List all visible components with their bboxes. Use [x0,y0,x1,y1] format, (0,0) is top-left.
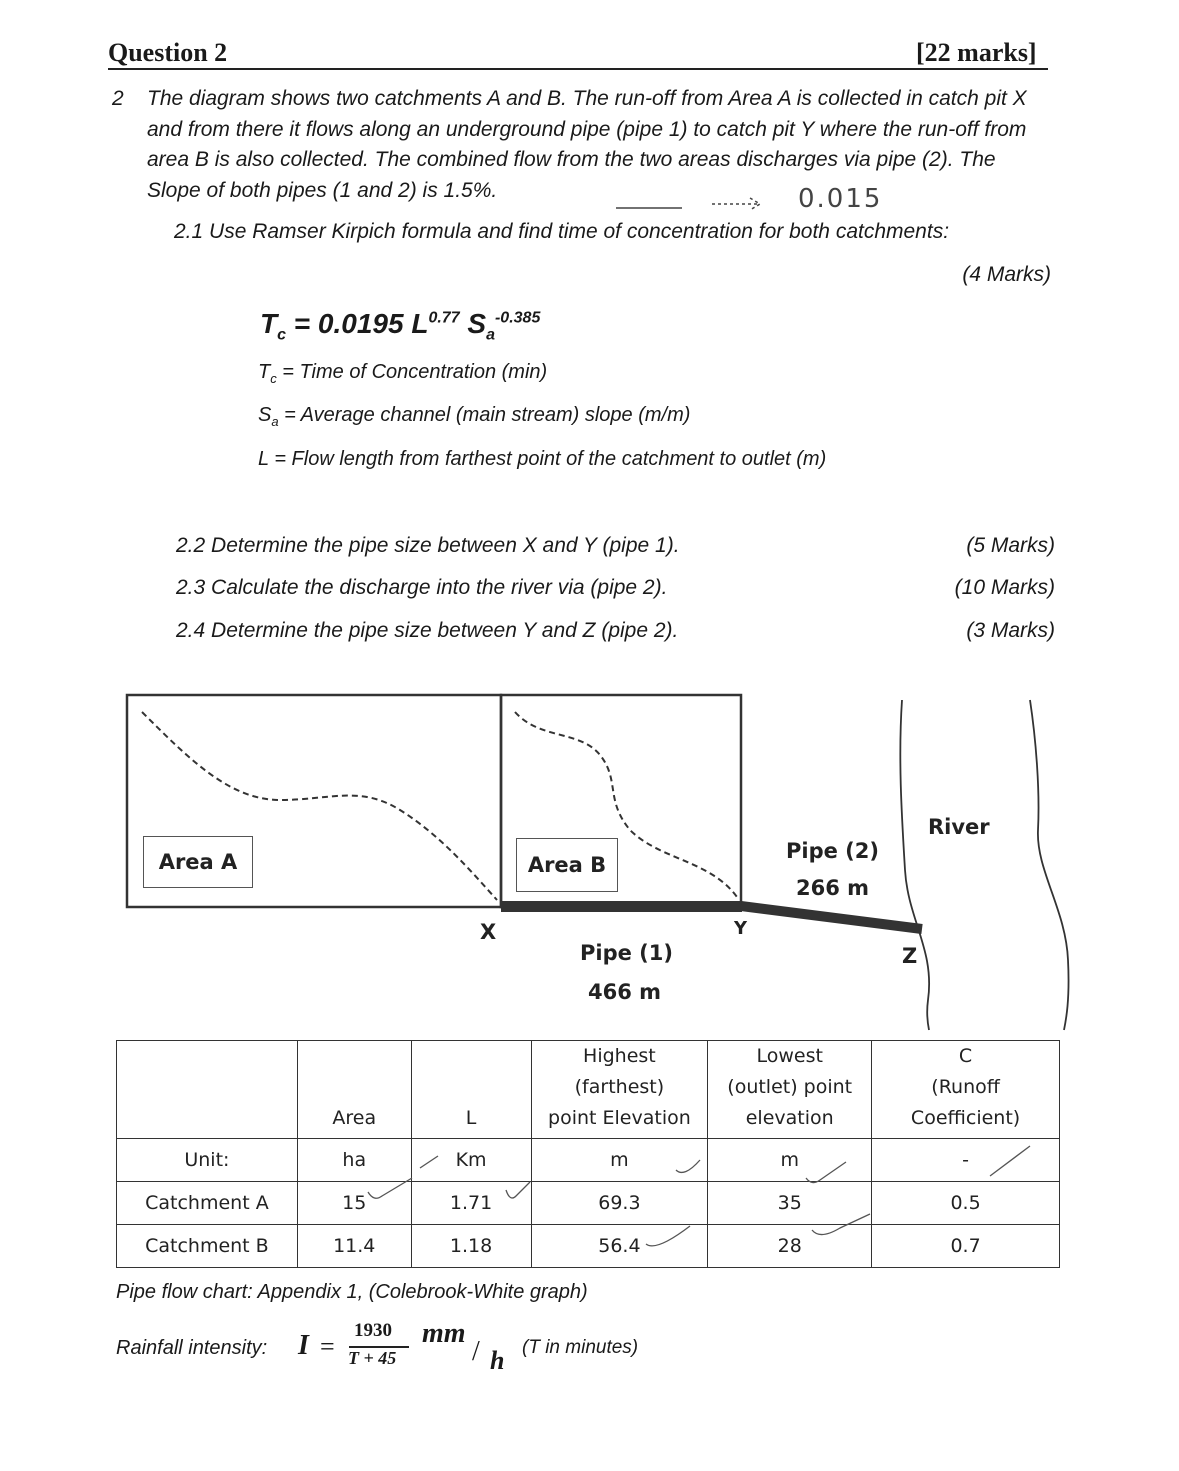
table-cell: 69.3 [531,1182,708,1225]
pipe-2 [741,906,922,929]
table-header-cell: Lowest (outlet) point elevation [708,1041,872,1139]
pipe-2-length: 266 m [796,876,870,900]
pipe-1 [501,901,742,912]
ramser-kirpich-formula: $T_c = 0.0195$ $L^{0.77}$ $S_a^{-0.385}$ [260,308,541,344]
river-right-bank [1030,700,1069,1030]
definition-tc: $T_c$ = Time of Concentration (min) [258,361,548,386]
table-cell: 28 [708,1225,872,1268]
pipe-flow-chart-note: Pipe flow chart: Appendix 1, (Colebrook-White graph) [116,1281,588,1303]
table-header-cell: Area [297,1041,411,1139]
table-header-cell: Highest (farthest) point Elevation [531,1041,708,1139]
q22-marks: (5 Marks) [966,534,1055,557]
q24-marks: (3 Marks) [966,619,1055,642]
q21-text: 2.1 Use Ramser Kirpich formula and find time of concentration for both catchments: [174,220,950,243]
table-cell: ha [297,1139,411,1182]
point-z-label: Z [902,944,918,968]
definition-sa: $S_a$ = Average channel (main stream) slope (m/m) [258,404,691,429]
river-label: River [928,815,990,839]
pipe-2-label: Pipe (2) [786,839,879,863]
handwritten-check-marks [0,1140,1179,1270]
point-y-label: Y [734,918,748,939]
table-cell: Km [411,1139,531,1182]
table-header-cell: L [411,1041,531,1139]
point-x-label: X [480,920,497,944]
table-header-cell: C (Runoff Coefficient) [872,1041,1060,1139]
area-a-label: Area A [143,836,253,888]
handwritten-note: 0.015 [798,184,883,214]
table-cell: Catchment A [117,1182,298,1225]
table-cell: m [531,1139,708,1182]
table-cell: 11.4 [297,1225,411,1268]
table-cell: m [708,1139,872,1182]
river-left-bank [900,700,929,1030]
table-cell: 1.71 [411,1182,531,1225]
q24-text: 2.4 Determine the pipe size between Y and Z (pipe 2). [176,619,679,642]
pipe-1-label: Pipe (1) [580,941,673,965]
table-cell: Catchment B [117,1225,298,1268]
area-b-label: Area B [516,838,618,892]
q21-marks: (4 Marks) [962,263,1051,286]
table-cell: 0.5 [872,1182,1060,1225]
question-title: Question 2 [108,38,228,67]
table-cell: 1.18 [411,1225,531,1268]
table-cell: 15 [297,1182,411,1225]
table-cell: 0.7 [872,1225,1060,1268]
table-cell: 35 [708,1182,872,1225]
definition-l: L = Flow length from farthest point of the catchment to outlet (m) [258,448,827,470]
table-header-row [117,1041,1060,1139]
q22-text: 2.2 Determine the pipe size between X and Y (pipe 1). [176,534,680,557]
question-marks: [22 marks] [916,38,1037,67]
table-cell: 56.4 [531,1225,708,1268]
table-cell: - [872,1139,1060,1182]
q23-text: 2.3 Calculate the discharge into the river via (pipe 2). [176,576,668,599]
intro-paragraph: The diagram shows two catchments A and B. The run-off from Area A is collected in catch pit X and from there it flows along an underground pipe (pipe 1) to catch pit Y where the run-off from area B is also collected. The combined flow from the two areas discharges via pipe (2). The Slope of both pipes (1 and 2) is 1.5%. [147,87,1027,202]
q23-marks: (10 Marks) [954,576,1055,599]
pipe-1-length: 466 m [588,980,662,1004]
table-cell: Unit: [117,1139,298,1182]
table-header-cell [117,1041,298,1139]
question-number: 2 [112,87,124,110]
